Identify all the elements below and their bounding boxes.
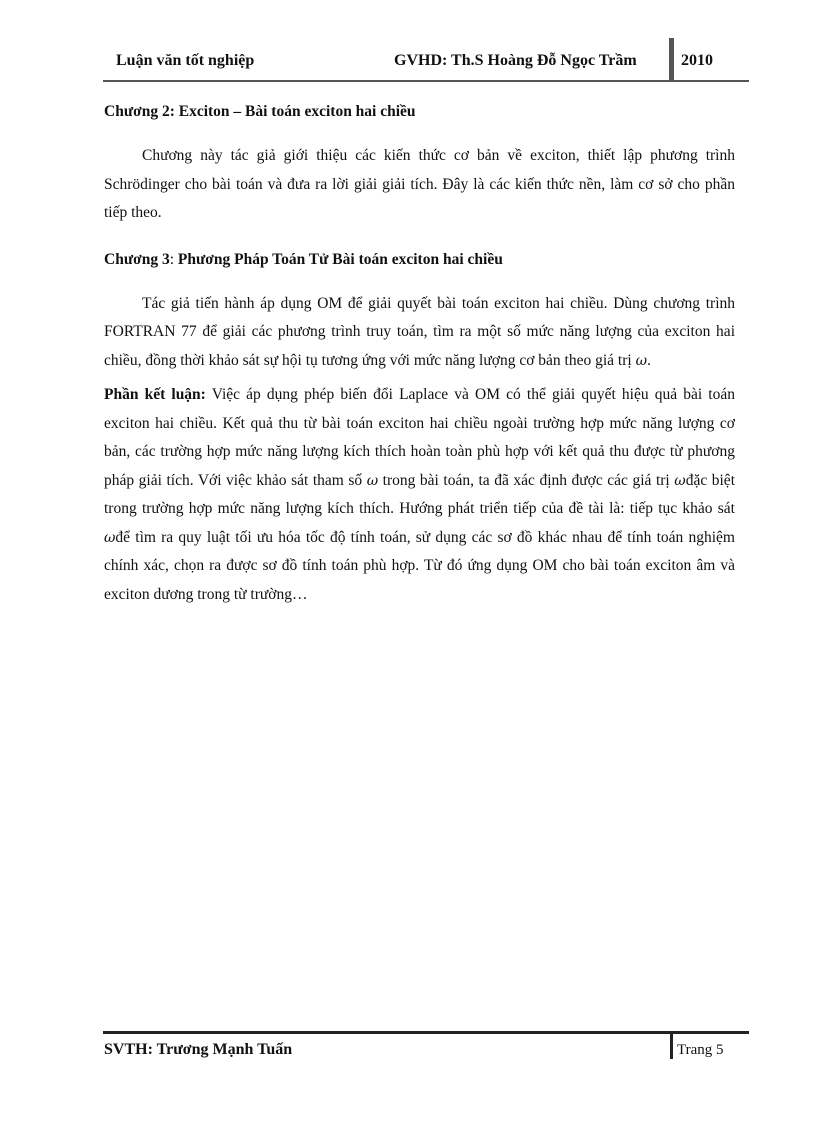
chapter-3-title <box>104 246 735 274</box>
omega-symbol: ω <box>366 472 379 489</box>
header-year: 2010 <box>681 52 713 69</box>
page-content <box>104 98 735 609</box>
page-header <box>103 38 749 82</box>
conclusion-paragraph <box>104 381 735 609</box>
header-divider <box>669 38 674 82</box>
omega-symbol: ω <box>635 352 647 369</box>
header-rule <box>103 80 749 82</box>
conclusion-text-4: để tìm ra quy luật tối ưu hóa tốc độ tính toán, sử dụng các sơ đồ khác nhau để tính toán nghiệm chính xác, chọn ra được sơ đồ tính toán phù hợp. Từ đó ứng dụng OM cho bài toán exciton âm và exciton dương trong từ trường… <box>104 528 735 603</box>
chapter-3-title-text: Phương Pháp Toán Tử Bài toán exciton hai chiều <box>177 250 503 268</box>
header-advisor: GVHD: Th.S Hoàng Đỗ Ngọc Trầm <box>394 52 637 69</box>
chapter-3-separator: : <box>169 250 178 268</box>
footer-student: SVTH: Trương Mạnh Tuấn <box>104 1041 293 1058</box>
chapter-3-text-end: . <box>646 351 651 369</box>
footer-page-number: Trang 5 <box>677 1042 724 1058</box>
footer-rule <box>103 1031 749 1034</box>
footer-divider <box>670 1031 673 1059</box>
omega-symbol: ω <box>104 529 116 546</box>
chapter-3-label: Chương 3 <box>104 250 170 268</box>
conclusion-text-2: trong bài toán, ta đã xác định được các giá trị <box>378 471 675 489</box>
chapter-3-text: Tác giả tiến hành áp dụng OM để giải quyết bài toán exciton hai chiều. Dùng chương trình FORTRAN 77 để giải các phương trình truy toán, tìm ra một số mức năng lượng của exciton hai chiều, đồng thời khảo sát sự hội tụ tương ứng với mức năng lượng cơ bản theo giá trị <box>104 294 735 369</box>
chapter-3-paragraph <box>104 290 735 376</box>
conclusion-label: Phần kết luận: <box>104 386 206 403</box>
chapter-2-title: Chương 2: Exciton – Bài toán exciton hai chiều <box>104 103 416 120</box>
chapter-2-paragraph: Chương này tác giả giới thiệu các kiến thức cơ bản về exciton, thiết lập phương trình Schrödinger cho bài toán và đưa ra lời giải giải tích. Đây là các kiến thức nền, làm cơ sở cho phần tiếp theo. <box>104 147 735 221</box>
header-thesis-label: Luận văn tốt nghiệp <box>116 52 255 69</box>
conclusion-text-1: Việc áp dụng phép biến đổi Laplace và OM có thể giải quyết hiệu quả bài toán exciton hai chiều. Kết quả thu từ bài toán exciton hai chiều ngoài trường hợp mức năng lượng cơ bản, các trường hợp mức năng lượng kích thích hoàn toàn phù hợp với kết quả thu được từ phương pháp giải tích. Với việc khảo sát tham số <box>104 386 735 489</box>
conclusion-text-3: đặc biệt trong trường hợp mức năng lượng kích thích. Hướng phát triển tiếp của đề tài là: tiếp tục khảo sát <box>104 471 735 517</box>
omega-symbol: ω <box>674 472 686 489</box>
